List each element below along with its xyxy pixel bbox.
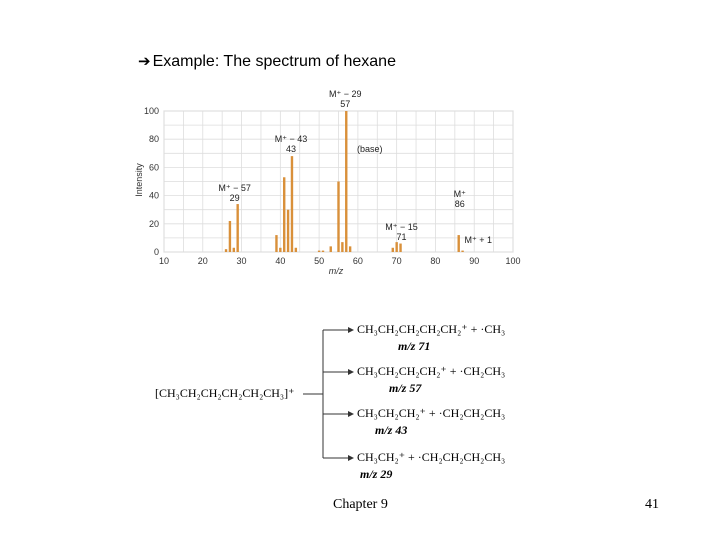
fragment-mz: m/z 71 [398, 339, 431, 353]
x-tick-label: 60 [352, 256, 363, 266]
chart-annotation-value: 43 [285, 144, 296, 154]
y-tick-label: 60 [148, 162, 159, 173]
x-tick-label: 80 [430, 256, 441, 266]
x-tick-label: 10 [158, 256, 170, 266]
footer-chapter: Chapter 9 [333, 497, 388, 512]
x-tick-label: 90 [469, 256, 480, 266]
chart-annotation-value: 29 [229, 193, 240, 203]
chart-annotation: M⁺ − 15 [385, 222, 418, 232]
arrowhead-icon [348, 369, 354, 375]
x-tick-label: 70 [391, 256, 402, 266]
y-tick-label: 40 [148, 190, 159, 201]
arrowhead-icon [348, 411, 354, 417]
fragment-ion: CH₃CH₂CH₂CH₂⁺ + ·CH₂CH₃ [357, 364, 506, 378]
chart-annotation: M⁺ − 43 [274, 134, 308, 144]
fragment-mz: m/z 57 [389, 381, 422, 395]
x-tick-label: 100 [505, 256, 521, 266]
fragment-ion: CH₃CH₂CH₂CH₂CH₂⁺ + ·CH₃ [357, 322, 506, 336]
x-axis-label: m/z [328, 266, 344, 276]
x-tick-label: 30 [236, 256, 247, 266]
x-tick-label: 40 [275, 256, 286, 266]
arrowhead-icon [348, 327, 354, 333]
heading-text: Example: The spectrum of hexane [152, 53, 396, 70]
chart-annotation-value: 86 [454, 199, 465, 209]
chart-annotation: M⁺ − 29 [328, 89, 362, 99]
y-axis-label: Intensity [134, 163, 144, 197]
fragment-ion: CH₃CH₂CH₂⁺ + ·CH₂CH₂CH₃ [357, 406, 506, 420]
fragment-ion: CH₃CH₂⁺ + ·CH₂CH₂CH₂CH₃ [357, 450, 506, 464]
chart-annotation: M⁺ + 1 [464, 235, 492, 245]
y-tick-label: 20 [148, 218, 159, 229]
y-tick-label: 80 [148, 134, 159, 145]
chart-annotation: (base) [357, 144, 383, 154]
parent-ion: [CH₃CH₂CH₂CH₂CH₂CH₃]⁺ [155, 386, 295, 400]
arrowhead-icon [348, 455, 354, 461]
chart-annotation: M⁺ − 57 [218, 183, 251, 193]
page-number: 41 [645, 497, 659, 512]
y-tick-label: 100 [143, 106, 159, 116]
y-tick-label: 0 [153, 247, 159, 257]
fragment-mz: m/z 43 [375, 423, 408, 437]
arrow-icon: ➔ [138, 52, 151, 70]
chart-annotation: M⁺ [453, 189, 466, 199]
chart-annotation-value: 71 [396, 232, 407, 242]
x-tick-label: 50 [314, 256, 325, 266]
fragment-mz: m/z 29 [360, 467, 393, 481]
chart-annotation-value: 57 [340, 99, 351, 109]
x-tick-label: 20 [197, 256, 208, 266]
